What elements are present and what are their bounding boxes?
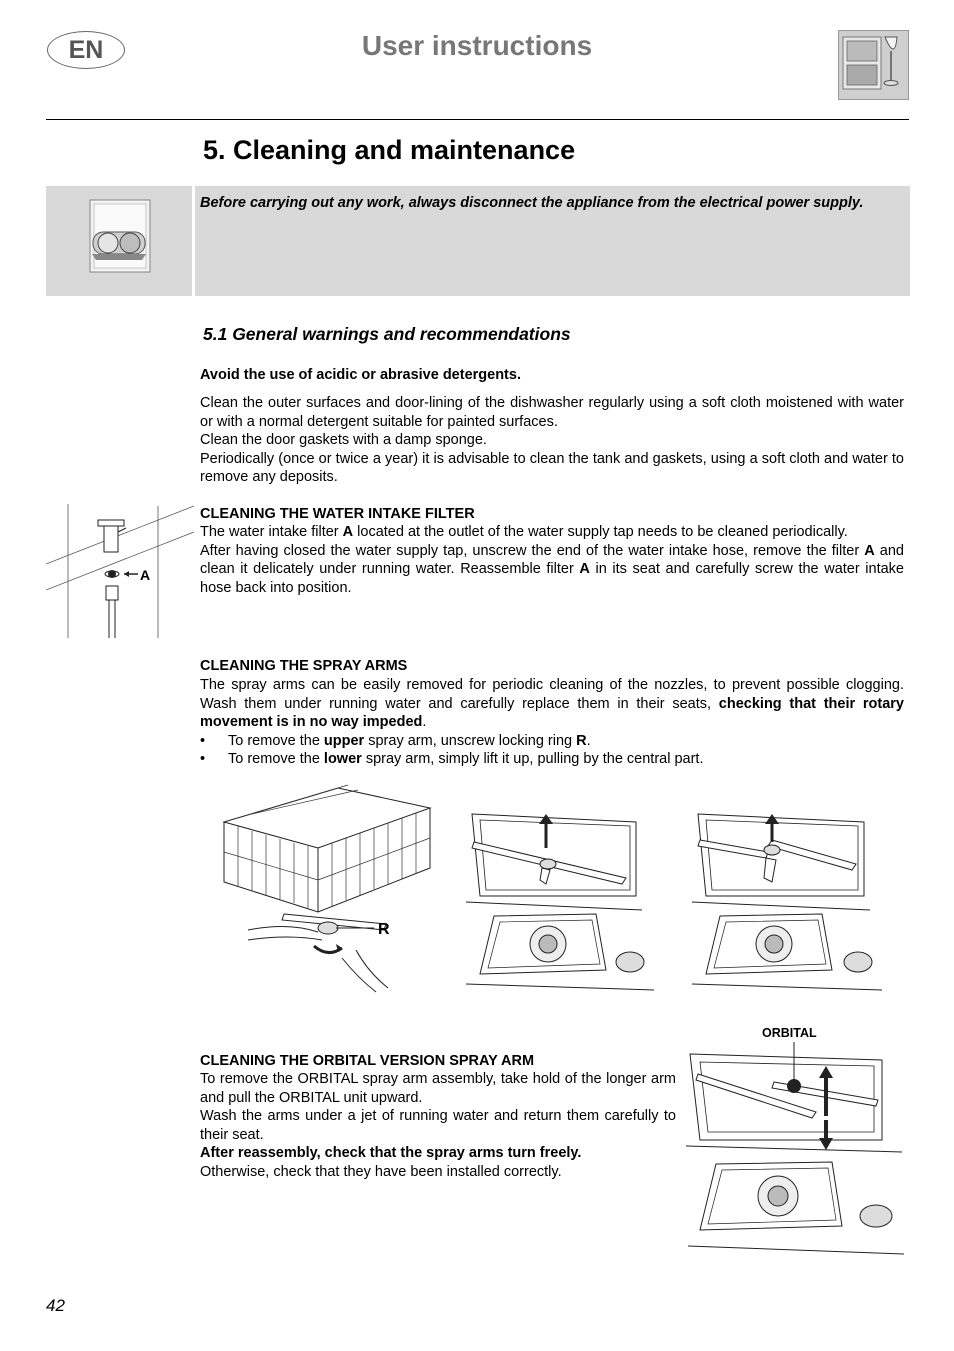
filter-paragraph: [200, 523, 904, 597]
upper-spray-arm-figure: [218, 782, 438, 994]
avoid-detergents-note: Avoid the use of acidic or abrasive detergents.: [200, 367, 521, 383]
water-intake-filter-figure: [46, 502, 196, 640]
upper-arm-bullet: • To remove the upper spray arm, unscrew locking ring R.: [200, 732, 904, 751]
orbital-heading: CLEANING THE ORBITAL VERSION SPRAY ARM: [200, 1053, 535, 1069]
lower-arm-bullet: • To remove the lower spray arm, simply lift it up, pulling by the central part.: [200, 750, 904, 769]
filter-text-2: After having closed the water supply tap, unscrew the end of the water intake hose, remove the filter A and clean it delicately under running water. Reassemble filter A in its seat and carefully screw the water intake hose back into position.: [200, 542, 904, 596]
tank-cleaning-text: Periodically (once or twice a year) it is advisable to clean the tank and gaskets, using a soft cloth and water to remove any deposits.: [200, 450, 904, 486]
filter-text-1: The water intake filter A located at the outlet of the water supply tap needs to be cleaned periodically.: [200, 524, 848, 540]
orbital-text-3: After reassembly, check that the spray arms turn freely.: [200, 1145, 582, 1162]
orbital-text-1: To remove the ORBITAL spray arm assembly, take hold of the longer arm and pull the ORBITAL unit upward.: [200, 1071, 676, 1106]
outer-surfaces-text: Clean the outer surfaces and door-lining of the dishwasher regularly using a soft cloth moistened with water or with a normal detergent suitable for painted surfaces.: [200, 395, 904, 430]
power-switch-icon: [46, 186, 192, 296]
orbital-text-2: Wash the arms under a jet of running water and return them carefully to their seat.: [200, 1108, 676, 1143]
orbital-spray-arm-figure: [686, 1020, 908, 1260]
warning-icon-panel: [46, 186, 192, 296]
filter-heading: CLEANING THE WATER INTAKE FILTER: [200, 506, 475, 522]
lower-spray-arm-figure-2: [692, 812, 884, 992]
language-badge: EN: [47, 31, 125, 69]
lower-spray-arm-figure-1: [466, 812, 656, 992]
door-gaskets-text: Clean the door gaskets with a damp sponge.: [200, 432, 487, 449]
spray-arms-paragraph: The spray arms can be easily removed for periodic cleaning of the nozzles, to prevent possible clogging. Wash them under running water and carefully replace them in their seats, checking that their rotary movement is in no way impeded. • To remove the upper spray arm, unscrew locking ring R. • To remove the lower spray arm, simply lift it up, pulling by the central part.: [200, 676, 904, 769]
general-paragraph: [200, 394, 904, 487]
orbital-paragraph: [200, 1070, 676, 1182]
locking-ring-label-r: R: [378, 921, 390, 938]
filter-label-a: A: [140, 567, 151, 583]
section-title: 5. Cleaning and maintenance: [203, 135, 576, 165]
spray-arms-heading: CLEANING THE SPRAY ARMS: [200, 658, 408, 674]
dishwasher-logo-icon: [838, 30, 909, 100]
header-rule: [46, 119, 909, 120]
warning-text: Before carrying out any work, always disconnect the appliance from the electrical power supply.: [200, 195, 864, 211]
orbital-text-4: Otherwise, check that they have been installed correctly.: [200, 1163, 562, 1180]
subsection-title: 5.1 General warnings and recommendations: [203, 324, 571, 344]
orbital-label: ORBITAL: [762, 1026, 817, 1040]
page-number: 42: [46, 1296, 65, 1315]
header-title: User instructions: [361, 30, 593, 61]
